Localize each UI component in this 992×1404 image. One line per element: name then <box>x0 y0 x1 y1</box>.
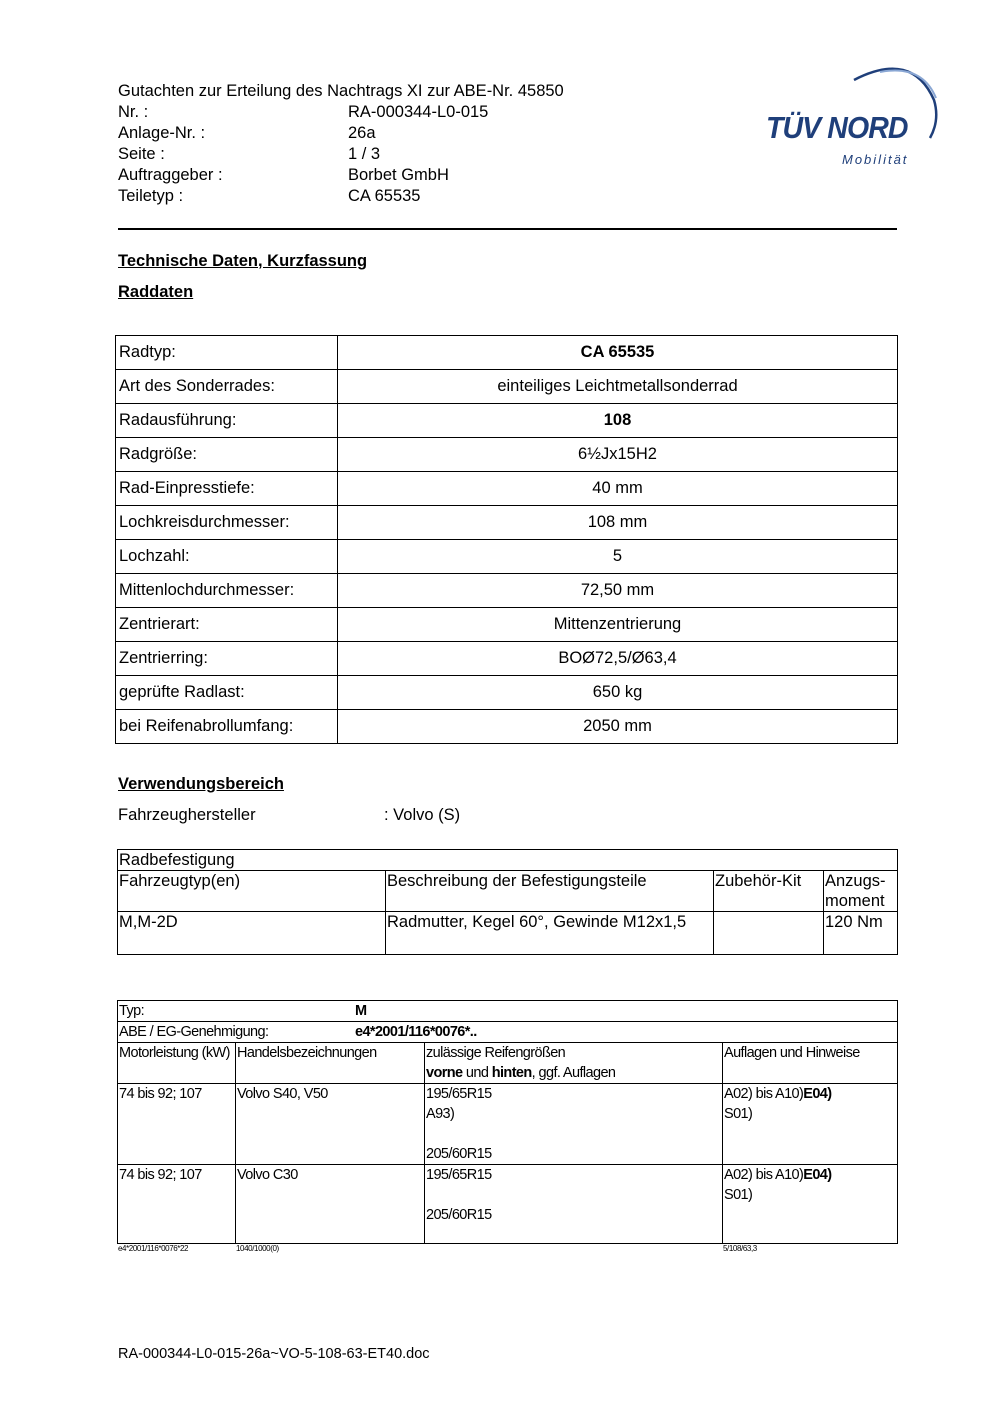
cell-reifen <box>425 1165 723 1244</box>
raddaten-label: Rad-Einpresstiefe: <box>116 472 338 506</box>
header-value: 1 / 3 <box>348 145 381 163</box>
reifen-line <box>426 1124 721 1144</box>
reifen-line: 195/65R15 <box>426 1167 492 1183</box>
column-header-handel: Handelsbezeichnungen <box>236 1043 425 1084</box>
header-divider <box>118 228 897 230</box>
section-title: Technische Daten, Kurzfassung <box>118 252 368 270</box>
cell-handel: Volvo C30 <box>236 1165 425 1244</box>
reifen-line: A93) <box>426 1106 455 1122</box>
table-row <box>116 472 898 506</box>
raddaten-value: 2050 mm <box>338 710 898 744</box>
column-header: Anzugs- moment <box>824 871 898 912</box>
table-row <box>116 642 898 676</box>
footnote-bolt-pattern: 5/108/63,3 <box>723 1244 757 1253</box>
reifen-line: 205/60R15 <box>426 1146 492 1162</box>
raddaten-value: 5 <box>338 540 898 574</box>
auflagen-line-2: S01) <box>724 1187 753 1203</box>
raddaten-label: Lochkreisdurchmesser: <box>116 506 338 540</box>
raddaten-label: Radtyp: <box>116 336 338 370</box>
fahrzeughersteller-value: : Volvo (S) <box>384 806 461 824</box>
table-row <box>116 336 898 370</box>
footnote-load: 1040/1000(0) <box>236 1244 279 1253</box>
cell-moment: 120 Nm <box>824 912 898 955</box>
raddaten-label: Radausführung: <box>116 404 338 438</box>
abe-row <box>118 1022 898 1043</box>
raddaten-label: Radgröße: <box>116 438 338 472</box>
header-row-seite <box>118 144 564 165</box>
fahrzeughersteller-label: Fahrzeughersteller <box>118 806 256 824</box>
raddaten-title: Raddaten <box>118 283 194 301</box>
header-row-auftraggeber <box>118 165 564 186</box>
table-row <box>116 574 898 608</box>
header-row-anlage <box>118 123 564 144</box>
raddaten-label: Zentrierart: <box>116 608 338 642</box>
column-header: Fahrzeugtyp(en) <box>118 871 386 912</box>
cell-typ: M,M-2D <box>118 912 386 955</box>
table-row <box>116 676 898 710</box>
fahrzeughersteller-row <box>118 806 461 825</box>
document-header <box>118 81 564 207</box>
raddaten-label: geprüfte Radlast: <box>116 676 338 710</box>
abe-value: e4*2001/116*0076*.. <box>355 1024 477 1040</box>
typ-value: M <box>355 1003 367 1019</box>
cell-motor: 74 bis 92; 107 <box>118 1165 236 1244</box>
header-value: 26a <box>348 124 376 142</box>
raddaten-label: bei Reifenabrollumfang: <box>116 710 338 744</box>
raddaten-value: CA 65535 <box>338 336 898 370</box>
verwendung-title: Verwendungsbereich <box>118 775 284 793</box>
auflagen-line-2: S01) <box>724 1106 753 1122</box>
raddaten-value: 108 <box>338 404 898 438</box>
cell-handel: Volvo S40, V50 <box>236 1084 425 1165</box>
table-row <box>116 506 898 540</box>
raddaten-value: 650 kg <box>338 676 898 710</box>
raddaten-value: einteiliges Leichtmetallsonderrad <box>338 370 898 404</box>
auflagen-text: A02) bis A10) <box>724 1086 804 1102</box>
cell-reifen <box>425 1084 723 1165</box>
raddaten-value: 72,50 mm <box>338 574 898 608</box>
reifen-line: 205/60R15 <box>426 1207 492 1223</box>
abe-label: ABE / EG-Genehmigung: <box>119 1024 269 1040</box>
auflagen-bold: E04) <box>803 1167 832 1183</box>
footer-filename: RA-000344-L0-015-26a~VO-5-108-63-ET40.doc <box>118 1346 430 1362</box>
raddaten-label: Lochzahl: <box>116 540 338 574</box>
cell-auflagen <box>723 1084 898 1165</box>
radbefestigung-title: Radbefestigung <box>118 850 898 871</box>
cell-kit <box>714 912 824 955</box>
header-row-teiletyp <box>118 186 564 207</box>
tuv-nord-logo <box>762 58 942 170</box>
reifen-header-line2 <box>426 1063 721 1083</box>
typ-row <box>118 1001 898 1022</box>
cell-beschreibung: Radmutter, Kegel 60°, Gewinde M12x1,5 <box>386 912 714 955</box>
reifen-header-auflagen: , ggf. Auflagen <box>531 1065 616 1081</box>
header-key: Teiletyp : <box>118 187 184 205</box>
typ-label: Typ: <box>119 1003 144 1019</box>
raddaten-value: 40 mm <box>338 472 898 506</box>
reifen-line: 195/65R15 <box>426 1086 492 1102</box>
header-key: Nr. : <box>118 103 149 121</box>
raddaten-value: 6½Jx15H2 <box>338 438 898 472</box>
table-row <box>118 1165 898 1244</box>
footnote-approval: e4*2001/116*0076*22 <box>118 1244 189 1253</box>
table-row <box>116 370 898 404</box>
reifen-header-hinten: hinten <box>491 1065 532 1081</box>
table-row <box>118 912 898 955</box>
table-row <box>116 540 898 574</box>
raddaten-label: Art des Sonderrades: <box>116 370 338 404</box>
column-header: Zubehör-Kit <box>714 871 824 912</box>
column-header: Beschreibung der Befestigungsteile <box>386 871 714 912</box>
header-row-nr <box>118 102 564 123</box>
logo-subtitle: Mobilität <box>842 152 909 167</box>
typ-table <box>117 1000 898 1244</box>
reifen-line <box>426 1185 721 1205</box>
table-row <box>116 608 898 642</box>
cell-auflagen <box>723 1165 898 1244</box>
radbefestigung-table <box>117 849 898 955</box>
raddaten-label: Zentrierring: <box>116 642 338 676</box>
header-value: RA-000344-L0-015 <box>348 103 489 121</box>
header-value: Borbet GmbH <box>348 166 449 184</box>
table-row <box>116 404 898 438</box>
raddaten-value: 108 mm <box>338 506 898 540</box>
header-key: Auftraggeber : <box>118 166 223 184</box>
cell-motor: 74 bis 92; 107 <box>118 1084 236 1165</box>
raddaten-table <box>115 335 898 744</box>
column-header-motor: Motorleistung (kW) <box>118 1043 236 1084</box>
table-row <box>116 438 898 472</box>
auflagen-line <box>724 1084 896 1104</box>
header-value: CA 65535 <box>348 187 421 205</box>
table-row <box>116 710 898 744</box>
column-header-reifen <box>425 1043 723 1084</box>
raddaten-value: BOØ72,5/Ø63,4 <box>338 642 898 676</box>
auflagen-text: A02) bis A10) <box>724 1167 804 1183</box>
header-key: Seite : <box>118 145 165 163</box>
header-key: Anlage-Nr. : <box>118 124 206 142</box>
document-title: Gutachten zur Erteilung des Nachtrags XI zur ABE-Nr. 45850 <box>118 82 564 100</box>
reifen-header-und: und <box>462 1065 492 1081</box>
logo-brand: TÜV NORD <box>766 110 908 145</box>
auflagen-bold: E04) <box>803 1086 832 1102</box>
raddaten-label: Mittenlochdurchmesser: <box>116 574 338 608</box>
column-header-auflagen: Auflagen und Hinweise <box>723 1043 898 1084</box>
reifen-header-vorne: vorne <box>426 1065 463 1081</box>
auflagen-line <box>724 1165 896 1185</box>
raddaten-value: Mittenzentrierung <box>338 608 898 642</box>
reifen-header-line1: zulässige Reifengrößen <box>426 1045 566 1061</box>
table-row <box>118 1084 898 1165</box>
